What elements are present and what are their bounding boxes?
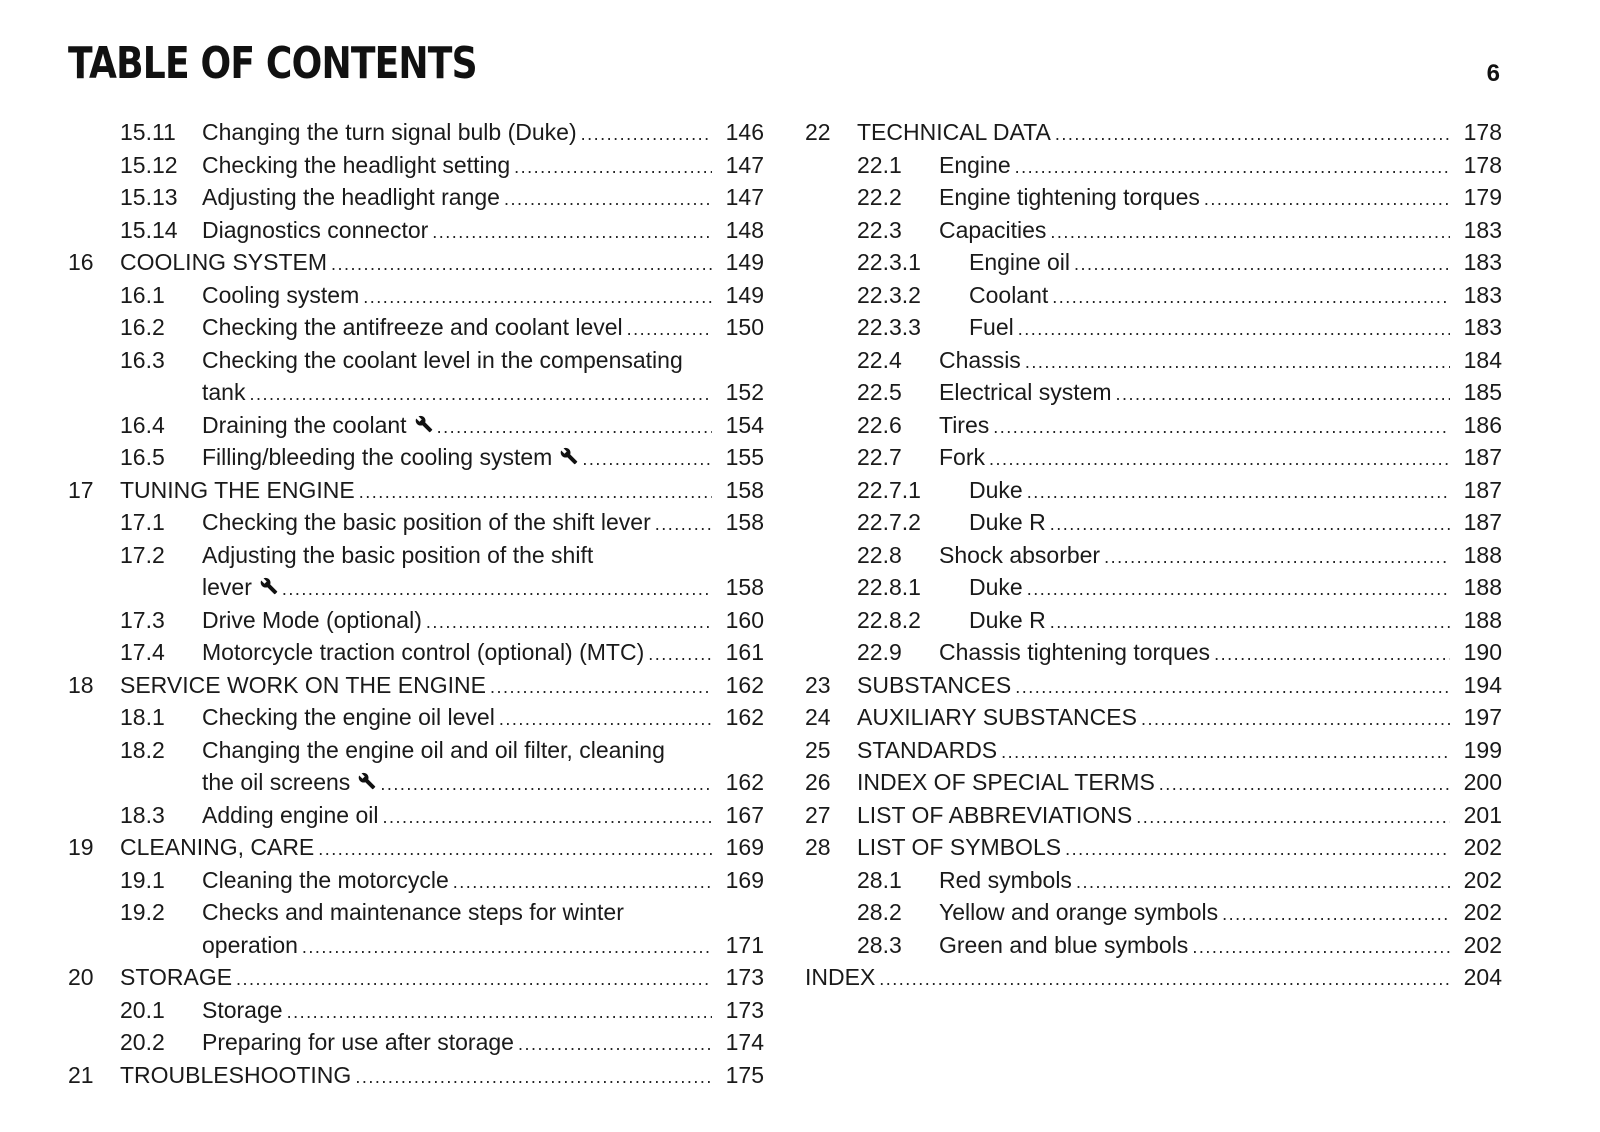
toc-entry-page: 183 (1463, 216, 1502, 243)
toc-entry-title: Duke (969, 574, 1023, 600)
dot-leader (648, 638, 712, 671)
toc-entry[interactable] (805, 311, 1502, 344)
toc-entry-number: 28 (805, 834, 831, 860)
toc-entry-title: Changing the turn signal bulb (Duke) (202, 119, 577, 145)
dot-leader (1065, 833, 1450, 866)
toc-entry-title: Drive Mode (optional) (202, 606, 422, 633)
dot-leader (989, 443, 1450, 476)
toc-entry-title: Checking the headlight setting (202, 151, 511, 178)
toc-entry[interactable] (805, 571, 1502, 604)
wrench-icon (260, 573, 278, 606)
toc-entry[interactable] (805, 149, 1502, 182)
toc-entry-title: Tires (939, 411, 990, 438)
toc-entry[interactable] (68, 864, 764, 897)
toc-entry-title: TROUBLESHOOTING (120, 1061, 352, 1088)
wrench-icon (415, 411, 433, 444)
toc-entry-page: 173 (725, 964, 764, 990)
toc-entry-number: 22 (805, 119, 831, 145)
toc-entry-title: Cooling system (202, 281, 360, 308)
toc-entry-page: 178 (1463, 119, 1502, 145)
toc-entry-title: Duke R (969, 606, 1046, 633)
toc-entry-number: 22.8 (857, 541, 902, 568)
dot-leader (499, 703, 712, 736)
toc-entry-title: Engine oil (969, 249, 1071, 275)
toc-entry-page: 162 (725, 769, 764, 795)
toc-entry[interactable] (68, 409, 764, 442)
dot-leader (287, 996, 712, 1029)
toc-entry[interactable] (805, 896, 1502, 929)
dot-leader (514, 151, 712, 184)
toc-entry[interactable] (68, 311, 764, 344)
toc-entry-page: 204 (1463, 964, 1502, 990)
toc-entry-title: Diagnostics connector (202, 216, 429, 243)
toc-entry-page: 155 (725, 444, 764, 470)
dot-leader (1050, 216, 1450, 249)
toc-entry-page: 146 (725, 119, 764, 145)
toc-entry-page: 161 (725, 639, 764, 665)
toc-entry[interactable] (805, 409, 1502, 442)
toc-entry[interactable] (805, 344, 1502, 377)
toc-entry[interactable] (68, 831, 764, 864)
toc-entry[interactable] (68, 279, 764, 312)
toc-entry-page: 149 (725, 281, 764, 308)
dot-leader (359, 476, 712, 509)
dot-leader (331, 248, 712, 281)
toc-entry-number: 21 (68, 1061, 94, 1088)
toc-entry[interactable] (805, 636, 1502, 669)
dot-leader (382, 801, 712, 834)
toc-entry-page: 185 (1463, 379, 1502, 405)
toc-entry-page: 186 (1463, 411, 1502, 438)
toc-entry[interactable] (68, 246, 764, 279)
toc-entry-title: Engine tightening torques (939, 184, 1200, 210)
toc-entry-title: Cleaning the motorcycle (202, 866, 449, 893)
toc-entry-title: Adding engine oil (202, 801, 379, 828)
dot-leader (426, 606, 712, 639)
toc-entry[interactable] (68, 441, 764, 474)
dot-leader (1222, 898, 1450, 931)
toc-entry-number: 18.2 (120, 736, 165, 763)
toc-entry-title: Yellow and orange symbols (939, 899, 1219, 925)
toc-entry-title: Electrical system (939, 379, 1112, 405)
toc-entry[interactable] (68, 214, 764, 247)
toc-entry[interactable] (805, 539, 1502, 572)
toc-entry-title: Fork (939, 444, 985, 470)
toc-entry-page: 202 (1463, 866, 1502, 893)
toc-entry-number: 17.2 (120, 541, 165, 568)
toc-entry[interactable] (68, 1026, 764, 1059)
toc-entry-page: 147 (725, 184, 764, 210)
toc-entry-title: Engine (939, 151, 1011, 178)
toc-entry-title: Filling/bleeding the cooling system (202, 444, 553, 470)
toc-entry-number: 22.6 (857, 411, 902, 438)
dot-leader (249, 378, 712, 411)
toc-entry-title: Duke R (969, 509, 1046, 535)
toc-entry-page: 148 (725, 216, 764, 243)
dot-leader (453, 866, 712, 899)
toc-entry-page: 162 (725, 671, 764, 698)
dot-leader (1025, 346, 1450, 379)
toc-entry-number: 24 (805, 704, 831, 730)
toc-entry[interactable] (68, 636, 764, 669)
toc-entry-page: 154 (725, 411, 764, 438)
toc-entry-page: 183 (1463, 249, 1502, 275)
toc-entry-page: 175 (725, 1061, 764, 1088)
toc-entry-page: 197 (1463, 704, 1502, 730)
toc-entry-page: 147 (725, 151, 764, 178)
toc-entry-number: 19.2 (120, 899, 165, 925)
toc-entry[interactable] (68, 994, 764, 1027)
toc-entry[interactable] (68, 474, 764, 507)
toc-entry-title: Green and blue symbols (939, 931, 1189, 958)
toc-entry[interactable] (68, 344, 764, 409)
dot-leader (1076, 866, 1450, 899)
toc-entry-number: 20.2 (120, 1029, 165, 1055)
toc-entry[interactable] (68, 961, 764, 994)
toc-entry-number: 15.13 (120, 184, 178, 210)
toc-entry[interactable] (805, 279, 1502, 312)
toc-entry-page: 183 (1463, 281, 1502, 308)
toc-entry[interactable] (68, 669, 764, 702)
dot-leader (627, 313, 712, 346)
toc-entry-title: Checking the antifreeze and coolant level (202, 314, 623, 340)
toc-entry[interactable] (805, 669, 1502, 702)
toc-entry-page: 202 (1463, 899, 1502, 925)
toc-entry-title: AUXILIARY SUBSTANCES (857, 704, 1137, 730)
toc-entry-number: 20.1 (120, 996, 165, 1023)
toc-entry-title: STANDARDS (857, 736, 998, 763)
dot-leader (1055, 118, 1450, 151)
toc-entry[interactable] (805, 799, 1502, 832)
dot-leader (437, 411, 712, 444)
toc-entry-number: 22.3.3 (857, 314, 921, 340)
toc-entry-title: Motorcycle traction control (optional) (MTC) (202, 639, 645, 665)
dot-leader (581, 118, 712, 151)
toc-entry-page: 200 (1463, 769, 1502, 795)
toc-entry-number: 22.7.1 (857, 476, 921, 503)
toc-entry[interactable] (805, 474, 1502, 507)
toc-entry[interactable] (805, 246, 1502, 279)
toc-entry-page: 158 (725, 476, 764, 503)
toc-entry-title: lever (202, 574, 252, 600)
page-number: 6 (1486, 60, 1500, 87)
toc-entry-number: 22.5 (857, 379, 902, 405)
dot-leader (993, 411, 1450, 444)
toc-entry-number: 22.7 (857, 444, 902, 470)
toc-entry-number: 16.3 (120, 346, 165, 373)
toc-entry-number: 22.9 (857, 639, 902, 665)
toc-entry-title: INDEX (805, 964, 876, 990)
toc-entry[interactable] (805, 214, 1502, 247)
toc-entry[interactable] (68, 896, 764, 961)
dot-leader (380, 768, 712, 801)
toc-entry-page: 152 (725, 379, 764, 405)
toc-entry-title: INDEX OF SPECIAL TERMS (857, 769, 1155, 795)
toc-entry-number: 17.3 (120, 606, 165, 633)
toc-entry[interactable] (68, 799, 764, 832)
toc-entry-title: Changing the engine oil and oil filter, cleaning (202, 736, 665, 763)
toc-right-column (805, 116, 1502, 994)
toc-entry[interactable] (68, 1059, 764, 1092)
dot-leader (1018, 313, 1450, 346)
toc-entry-page: 183 (1463, 314, 1502, 340)
dot-leader (655, 508, 712, 541)
toc-entry-title: the oil screens (202, 769, 351, 795)
dot-leader (1192, 931, 1450, 964)
toc-entry-title: Chassis (939, 346, 1021, 373)
toc-entry-number: 15.14 (120, 216, 178, 243)
toc-entry-title: Chassis tightening torques (939, 639, 1211, 665)
dot-leader (1116, 378, 1450, 411)
toc-entry-page: 150 (725, 314, 764, 340)
toc-entry-number: 16.4 (120, 411, 165, 438)
dot-leader (490, 671, 712, 704)
toc-entry-number: 17.4 (120, 639, 165, 665)
toc-entry[interactable] (68, 116, 764, 149)
dot-leader (1104, 541, 1450, 574)
dot-leader (1050, 606, 1450, 639)
toc-entry-number: 22.4 (857, 346, 902, 373)
toc-entry-number: 16 (68, 249, 94, 275)
toc-entry[interactable] (805, 116, 1502, 149)
toc-entry-page: 171 (725, 931, 764, 958)
toc-entry-number: 28.2 (857, 899, 902, 925)
toc-entry-title: SERVICE WORK ON THE ENGINE (120, 671, 486, 698)
toc-entry-page: 194 (1463, 671, 1502, 698)
toc-entry-number: 22.2 (857, 184, 902, 210)
dot-leader (318, 833, 712, 866)
toc-entry[interactable] (805, 506, 1502, 539)
toc-entry[interactable] (805, 376, 1502, 409)
toc-entry[interactable] (68, 701, 764, 734)
dot-leader (355, 1061, 712, 1094)
toc-entry[interactable] (805, 734, 1502, 767)
toc-entry-title: Draining the coolant (202, 411, 407, 438)
toc-entry-page: 188 (1463, 541, 1502, 568)
toc-entry-number: 19.1 (120, 866, 165, 893)
toc-entry[interactable] (805, 604, 1502, 637)
dot-leader (302, 931, 712, 964)
toc-entry[interactable] (68, 604, 764, 637)
dot-leader (1052, 281, 1450, 314)
dot-leader (282, 573, 712, 606)
toc-entry-number: 16.5 (120, 444, 165, 470)
toc-entry-page: 173 (725, 996, 764, 1023)
toc-left-column (68, 116, 764, 1091)
toc-entry[interactable] (68, 539, 764, 604)
toc-entry-page: 188 (1463, 574, 1502, 600)
toc-entry-number: 15.11 (120, 119, 176, 145)
dot-leader (1141, 703, 1450, 736)
toc-entry-number: 25 (805, 736, 831, 763)
toc-entry-page: 162 (725, 704, 764, 730)
dot-leader (1027, 476, 1450, 509)
toc-entry-title: SUBSTANCES (857, 671, 1012, 698)
toc-entry-page: 201 (1463, 801, 1502, 828)
dot-leader (1074, 248, 1450, 281)
toc-entry-title: operation (202, 931, 298, 958)
toc-entry-number: 19 (68, 834, 94, 860)
toc-entry-number: 27 (805, 801, 831, 828)
toc-entry-number: 17 (68, 476, 94, 503)
dot-leader (363, 281, 712, 314)
toc-entry[interactable] (68, 149, 764, 182)
toc-entry-number: 18.3 (120, 801, 165, 828)
dot-leader (432, 216, 712, 249)
dot-leader (236, 963, 712, 996)
toc-entry-page: 169 (725, 834, 764, 860)
toc-entry-title: Red symbols (939, 866, 1072, 893)
toc-entry-title: Capacities (939, 216, 1047, 243)
dot-leader (1027, 573, 1450, 606)
toc-entry-page: 188 (1463, 606, 1502, 633)
toc-entry-title: TECHNICAL DATA (857, 119, 1051, 145)
toc-entry-number: 22.8.2 (857, 606, 921, 633)
toc-entry-title: tank (202, 379, 246, 405)
toc-entry-title: Fuel (969, 314, 1014, 340)
toc-entry-number: 18.1 (120, 704, 165, 730)
toc-entry-number: 26 (805, 769, 831, 795)
toc-entry[interactable] (805, 961, 1502, 994)
toc-entry-title: Duke (969, 476, 1023, 503)
toc-entry[interactable] (68, 734, 764, 799)
toc-entry-page: 158 (725, 574, 764, 600)
toc-entry-page: 184 (1463, 346, 1502, 373)
toc-entry-title: Coolant (969, 281, 1049, 308)
toc-entry-number: 22.3.1 (857, 249, 921, 275)
toc-entry-page: 178 (1463, 151, 1502, 178)
toc-entry-page: 160 (725, 606, 764, 633)
toc-entry-page: 190 (1463, 639, 1502, 665)
toc-entry-page: 187 (1463, 509, 1502, 535)
toc-entry-title: Checking the basic position of the shift lever (202, 509, 651, 535)
toc-entry-page: 199 (1463, 736, 1502, 763)
toc-entry-page: 202 (1463, 834, 1502, 860)
toc-entry-number: 28.1 (857, 866, 902, 893)
toc-entry-number: 17.1 (120, 509, 165, 535)
wrench-icon (560, 443, 578, 476)
toc-entry-page: 169 (725, 866, 764, 893)
toc-entry-title: CLEANING, CARE (120, 834, 315, 860)
toc-entry-title: Shock absorber (939, 541, 1101, 568)
toc-entry[interactable] (805, 929, 1502, 962)
toc-entry-title: Adjusting the headlight range (202, 184, 500, 210)
toc-entry-page: 202 (1463, 931, 1502, 958)
toc-entry-page: 187 (1463, 444, 1502, 470)
toc-entry-title: Preparing for use after storage (202, 1029, 514, 1055)
toc-entry[interactable] (805, 864, 1502, 897)
wrench-icon (358, 768, 376, 801)
toc-entry-number: 22.7.2 (857, 509, 921, 535)
dot-leader (504, 183, 712, 216)
toc-entry-page: 179 (1463, 184, 1502, 210)
toc-entry-title: TUNING THE ENGINE (120, 476, 355, 503)
toc-entry-number: 22.3.2 (857, 281, 921, 308)
dot-leader (1015, 151, 1450, 184)
toc-entry-number: 16.1 (120, 281, 165, 308)
toc-entry-title: Checking the engine oil level (202, 704, 495, 730)
toc-entry[interactable] (805, 831, 1502, 864)
toc-entry-page: 174 (725, 1029, 764, 1055)
toc-entry-number: 15.12 (120, 151, 178, 178)
dot-leader (1001, 736, 1450, 769)
toc-entry-number: 22.3 (857, 216, 902, 243)
dot-leader (518, 1028, 712, 1061)
toc-entry[interactable] (805, 441, 1502, 474)
toc-entry-number: 28.3 (857, 931, 902, 958)
dot-leader (1159, 768, 1450, 801)
toc-entry-title: LIST OF ABBREVIATIONS (857, 801, 1133, 828)
toc-entry[interactable] (805, 181, 1502, 214)
toc-entry-number: 23 (805, 671, 831, 698)
toc-entry-title: Checks and maintenance steps for winter (202, 899, 624, 925)
toc-entry[interactable] (68, 506, 764, 539)
toc-entry[interactable] (805, 766, 1502, 799)
dot-leader (1214, 638, 1450, 671)
page-title: TABLE OF CONTENTS (68, 38, 477, 89)
toc-entry-page: 167 (725, 801, 764, 828)
dot-leader (582, 443, 712, 476)
toc-entry-title: COOLING SYSTEM (120, 249, 328, 275)
toc-entry-title: LIST OF SYMBOLS (857, 834, 1062, 860)
toc-entry-title: Adjusting the basic position of the shift (202, 541, 594, 568)
toc-entry-page: 149 (725, 249, 764, 275)
toc-entry-title: Checking the coolant level in the compensating (202, 346, 683, 373)
toc-entry-number: 20 (68, 964, 94, 990)
toc-entry-title: STORAGE (120, 964, 233, 990)
toc-entry[interactable] (805, 701, 1502, 734)
dot-leader (1136, 801, 1450, 834)
dot-leader (879, 963, 1450, 996)
toc-entry-number: 22.8.1 (857, 574, 921, 600)
dot-leader (1015, 671, 1450, 704)
toc-entry-number: 18 (68, 671, 94, 698)
toc-entry[interactable] (68, 181, 764, 214)
toc-entry-page: 187 (1463, 476, 1502, 503)
toc-entry-number: 22.1 (857, 151, 902, 178)
dot-leader (1050, 508, 1450, 541)
dot-leader (1204, 183, 1450, 216)
toc-entry-page: 158 (725, 509, 764, 535)
toc-entry-number: 16.2 (120, 314, 165, 340)
toc-entry-title: Storage (202, 996, 283, 1023)
